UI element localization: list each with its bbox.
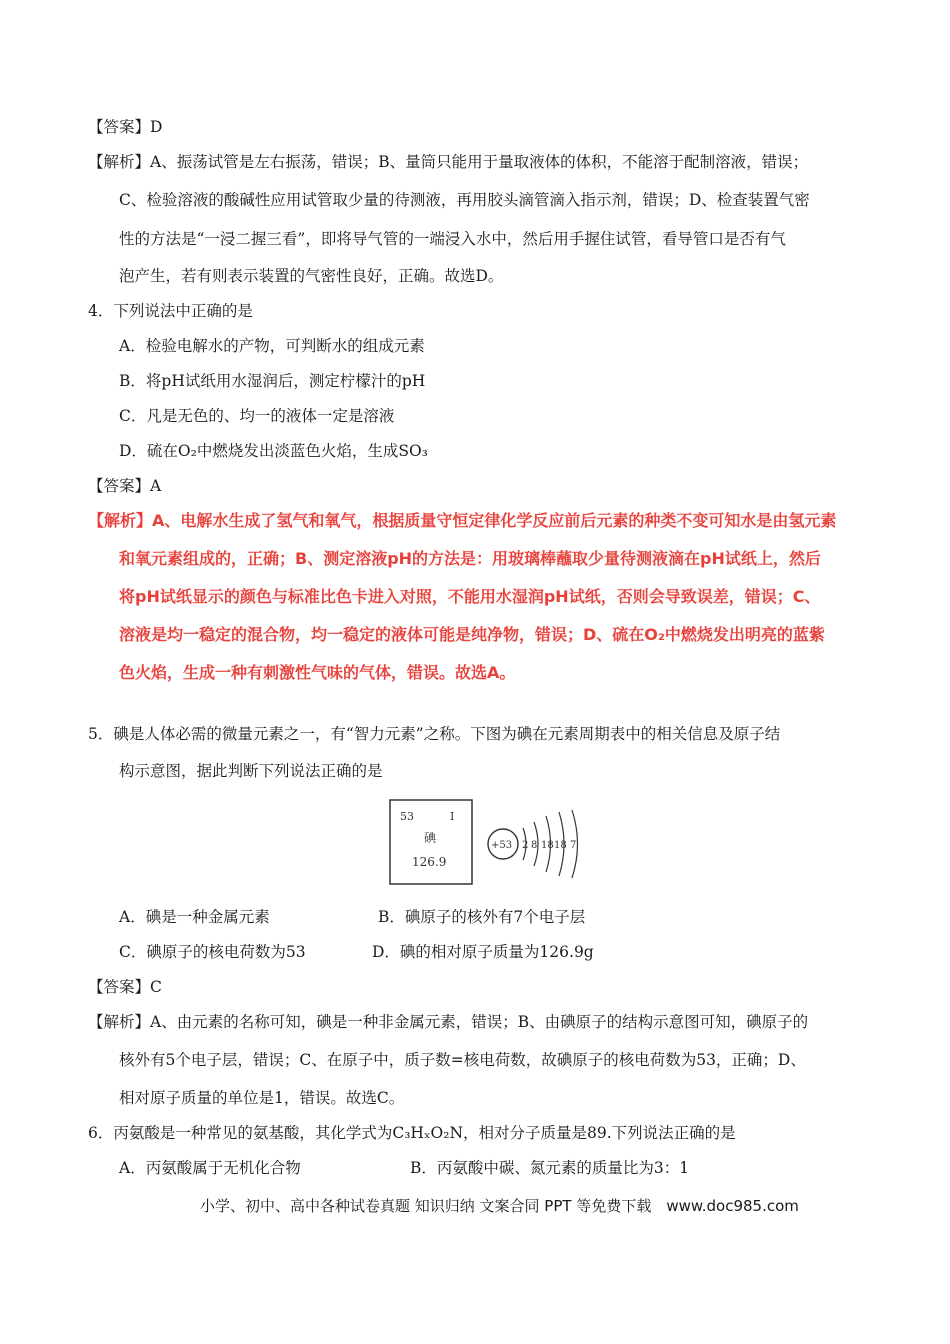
q6-stem: 6．丙氨酸是一种常见的氨基酸，其化学式为C₃HₓO₂N，相对分子质量是89.下列说法正确的是 [88,1124,736,1142]
q4-analysis-line: 【解析】A、电解水生成了氢气和氧气，根据质量守恒定律化学反应前后元素的种类不变可知水是由氢元素 [88,511,837,530]
q3-analysis-line: 性的方法是“一浸二握三看”，即将导气管的一端浸入水中，然后用手握住试管，看导管口是否有气 [119,230,786,248]
q5-stem-line: 构示意图，据此判断下列说法正确的是 [119,762,383,780]
nucleus-charge: +53 [491,840,513,851]
q4-option: D．硫在O₂中燃烧发出淡蓝色火焰，生成SO₃ [119,442,428,460]
iodine-element-figure [388,798,598,888]
page-footer: 小学、初中、高中各种试卷真题 知识归纳 文案合同 PPT 等免费下载 www.doc985.com [200,1197,799,1215]
q4-stem: 4．下列说法中正确的是 [88,302,253,320]
q4-analysis-line: 将pH试纸显示的颜色与标准比色卡进入对照，不能用水湿润pH试纸，否则会导致误差，错误；C、 [119,587,821,606]
q4-answer: 【答案】A [88,477,162,495]
atomic-number: 53 [400,810,414,823]
q4-analysis-line: 色火焰，生成一种有刺激性气味的气体，错误。故选A。 [119,663,516,682]
q4-analysis-line: 溶液是均一稳定的混合物，均一稳定的液体可能是纯净物，错误；D、硫在O₂中燃烧发出明亮的蓝紫 [119,625,825,644]
q6-option: B．丙氨酸中碳、氮元素的质量比为3：1 [410,1159,690,1177]
q5-option: A．碘是一种金属元素 [119,908,270,926]
q5-analysis-line: 相对原子质量的单位是1，错误。故选C。 [119,1089,405,1107]
atomic-mass: 126.9 [412,855,447,869]
shell-electrons: 18 [541,840,554,851]
q5-option: B．碘原子的核外有7个电子层 [378,908,586,926]
q3-answer: 【答案】D [88,118,163,136]
q5-stem-line: 5．碘是人体必需的微量元素之一，有“智力元素”之称。下图为碘在元素周期表中的相关信息及原子结 [88,725,781,743]
q4-analysis-line: 和氧元素组成的，正确；B、测定溶液pH的方法是：用玻璃棒蘸取少量待测液滴在pH试纸上，然后 [119,549,821,568]
q5-option: C．碘原子的核电荷数为53 [119,943,306,961]
shell-electrons: 2 [522,840,529,851]
q4-option: B．将pH试纸用水湿润后，测定柠檬汁的pH [119,372,426,390]
q3-analysis-line: 泡产生，若有则表示装置的气密性良好，正确。故选D。 [119,267,504,285]
shell-electrons: 18 [554,840,567,851]
q4-option: C．凡是无色的、均一的液体一定是溶液 [119,407,395,425]
q5-answer: 【答案】C [88,978,162,996]
q5-analysis-line: 核外有5个电子层，错误；C、在原子中，质子数=核电荷数，故碘原子的核电荷数为53，正确；D、 [119,1051,806,1069]
q3-analysis-line: 【解析】A、振荡试管是左右振荡，错误；B、量筒只能用于量取液体的体积，不能溶于配制溶液，错误； [88,153,809,171]
q6-option: A．丙氨酸属于无机化合物 [119,1159,301,1177]
q5-analysis-line: 【解析】A、由元素的名称可知，碘是一种非金属元素，错误；B、由碘原子的结构示意图可知，碘原子的 [88,1013,809,1031]
shell-electrons: 8 [531,840,538,851]
shell-electrons: 7 [570,840,577,851]
element-name: 碘 [424,831,437,845]
element-symbol: I [450,810,455,823]
q3-analysis-line: C、检验溶液的酸碱性应用试管取少量的待测液，再用胶头滴管滴入指示剂，错误；D、检查装置气密 [119,191,810,209]
q4-option: A．检验电解水的产物，可判断水的组成元素 [119,337,425,355]
q5-option: D．碘的相对原子质量为126.9g [372,943,594,961]
